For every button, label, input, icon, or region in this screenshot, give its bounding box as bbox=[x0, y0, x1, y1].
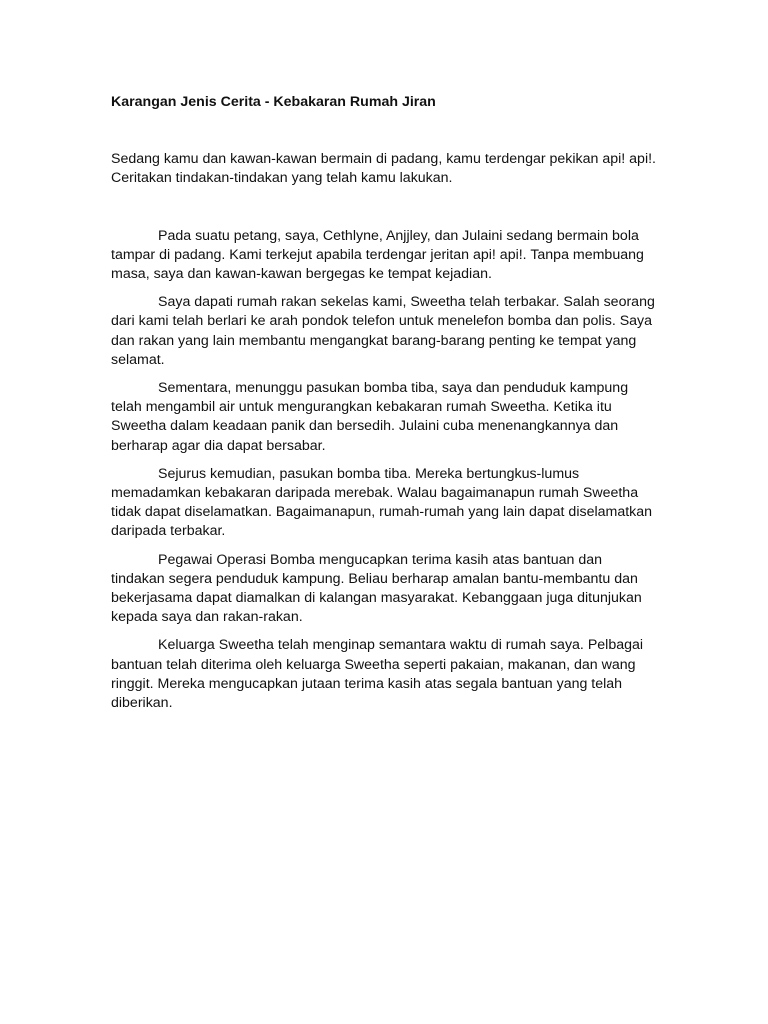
essay-prompt: Sedang kamu dan kawan-kawan bermain di padang, kamu terdengar pekikan api! api!. Ceritakan tindakan-tindakan yang telah kamu lakukan. bbox=[111, 151, 656, 187]
paragraph-4: Sejurus kemudian, pasukan bomba tiba. Mereka bertungkus-lumus memadamkan kebakaran daripada merebak. Walau bagaimanapun rumah Sweetha tidak dapat diselamatkan. Bagaimanapun, rumah-rumah yang lain dapat diselamatkan daripada terbakar. bbox=[111, 465, 653, 540]
paragraph-1: Pada suatu petang, saya, Cethlyne, Anjjley, dan Julaini sedang bermain bola tampar di padang. Kami terkejut apabila terdengar jeritan api! api!. Tanpa membuang masa, saya dan kawan-kawan bergegas ke tempat kejadian. bbox=[111, 227, 644, 283]
paragraph-3: Sementara, menunggu pasukan bomba tiba, saya dan penduduk kampung telah mengambil air untuk mengurangkan kebakaran rumah Sweetha. Ketika itu Sweetha dalam keadaan panik dan bersedih. Julaini cuba menenangkannya dan berharap agar dia dapat bersabar. bbox=[111, 380, 629, 454]
paragraph-2: Saya dapati rumah rakan sekelas kami, Sweetha telah terbakar. Salah seorang dari kami telah berlari ke arah pondok telefon untuk menelefon bomba dan polis. Saya dan rakan yang lain membantu mengangkat barang-barang penting ke tempat yang selamat. bbox=[111, 294, 655, 368]
paragraph-5: Pegawai Operasi Bomba mengucapkan terima kasih atas bantuan dan tindakan segera penduduk kampung. Beliau berharap amalan bantu-membantu dan bekerjasama dapat diamalkan di kalangan masyarakat. Kebanggaan juga ditunjukan kepada saya dan rakan-rakan. bbox=[111, 551, 642, 626]
paragraph-6: Keluarga Sweetha telah menginap semantara waktu di rumah saya. Pelbagai bantuan telah diterima oleh keluarga Sweetha seperti pakaian, makanan, dan wang ringgit. Mereka mengucapkan jutaan terima kasih atas segala bantuan yang telah diberikan. bbox=[111, 637, 644, 712]
essay-title: Karangan Jenis Cerita - Kebakaran Rumah Jiran bbox=[111, 94, 436, 110]
document-body bbox=[111, 93, 656, 722]
